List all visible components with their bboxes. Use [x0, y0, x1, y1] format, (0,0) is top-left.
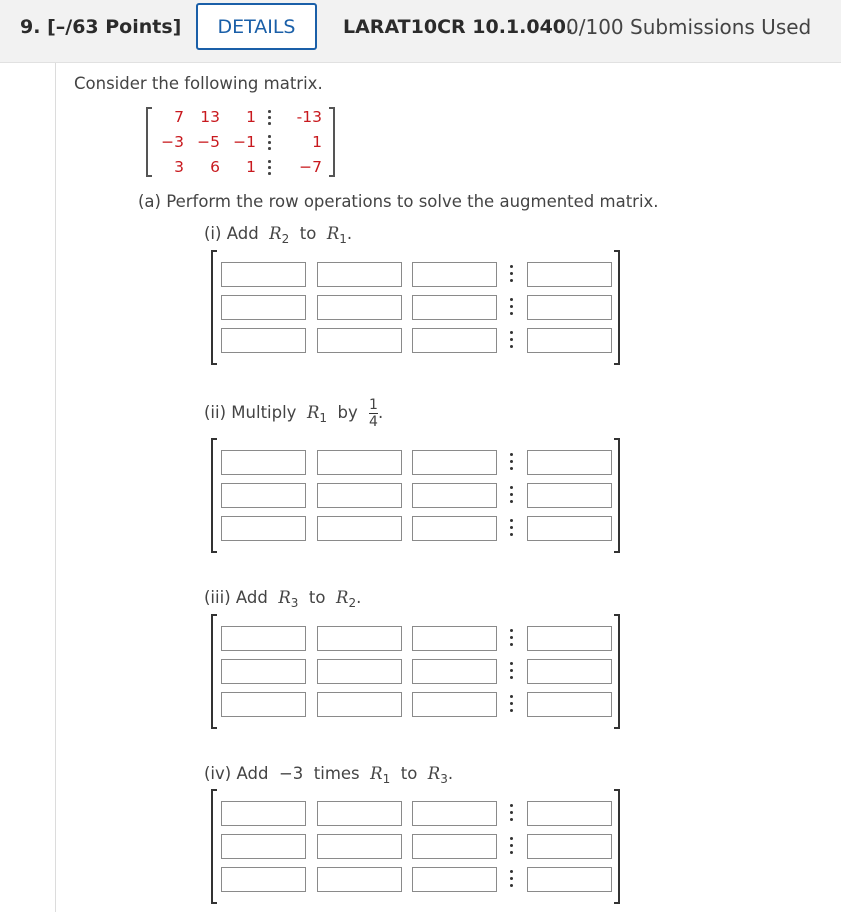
problem-code: LARAT10CR 10.1.040. — [343, 16, 574, 38]
step-ii-label: (ii) Multiply $R_1$ by $\frac{1}{4}$. — [204, 397, 384, 430]
matrix-cell: −3 — [161, 133, 184, 151]
matrix-cell: 1 — [246, 158, 256, 176]
matrix-entry-input[interactable] — [317, 328, 402, 353]
augment-separator — [510, 804, 513, 825]
matrix-cell: −7 — [299, 158, 322, 176]
matrix-entry-input[interactable] — [527, 483, 612, 508]
submissions-used: 0/100 Submissions Used — [566, 15, 812, 39]
matrix-cell: 6 — [210, 158, 220, 176]
augment-separator — [268, 110, 271, 128]
matrix-entry-input[interactable] — [412, 516, 497, 541]
answer-matrix-left-bracket — [211, 250, 217, 365]
matrix-entry-input[interactable] — [412, 450, 497, 475]
answer-matrix-right-bracket — [614, 438, 620, 553]
matrix-entry-input[interactable] — [412, 659, 497, 684]
matrix-entry-input[interactable] — [412, 295, 497, 320]
matrix-entry-input[interactable] — [317, 659, 402, 684]
matrix-entry-input[interactable] — [221, 483, 306, 508]
matrix-entry-input[interactable] — [221, 295, 306, 320]
step-iii-label: (iii) Add $R_3$ to $R_2$. — [204, 588, 362, 610]
matrix-entry-input[interactable] — [527, 834, 612, 859]
matrix-entry-input[interactable] — [221, 262, 306, 287]
answer-matrix-right-bracket — [614, 250, 620, 365]
matrix-entry-input[interactable] — [527, 295, 612, 320]
matrix-entry-input[interactable] — [221, 626, 306, 651]
matrix-entry-input[interactable] — [527, 626, 612, 651]
matrix-entry-input[interactable] — [527, 516, 612, 541]
matrix-cell: −5 — [197, 133, 220, 151]
matrix-entry-input[interactable] — [412, 262, 497, 287]
matrix-entry-input[interactable] — [317, 295, 402, 320]
content-border — [55, 63, 56, 912]
augment-separator — [510, 519, 513, 540]
augment-separator — [510, 662, 513, 683]
matrix-entry-input[interactable] — [221, 659, 306, 684]
question-header — [0, 0, 841, 63]
matrix-right-bracket — [329, 107, 335, 177]
matrix-entry-input[interactable] — [317, 262, 402, 287]
matrix-entry-input[interactable] — [317, 867, 402, 892]
matrix-entry-input[interactable] — [317, 483, 402, 508]
fraction: $\frac{1}{4}$ — [369, 397, 378, 430]
matrix-entry-input[interactable] — [412, 483, 497, 508]
augment-separator — [510, 837, 513, 858]
matrix-entry-input[interactable] — [412, 626, 497, 651]
matrix-entry-input[interactable] — [221, 801, 306, 826]
matrix-cell: 13 — [200, 108, 220, 126]
part-a-text: (a) Perform the row operations to solve the augmented matrix. — [138, 192, 659, 211]
matrix-entry-input[interactable] — [221, 692, 306, 717]
matrix-entry-input[interactable] — [317, 834, 402, 859]
matrix-entry-input[interactable] — [527, 801, 612, 826]
matrix-entry-input[interactable] — [317, 516, 402, 541]
matrix-left-bracket — [146, 107, 152, 177]
matrix-entry-input[interactable] — [317, 801, 402, 826]
augment-separator — [510, 331, 513, 352]
answer-matrix-left-bracket — [211, 614, 217, 729]
matrix-entry-input[interactable] — [527, 867, 612, 892]
matrix-cell: −1 — [233, 133, 256, 151]
answer-matrix-right-bracket — [614, 614, 620, 729]
answer-matrix-left-bracket — [211, 438, 217, 553]
matrix-cell: 1 — [312, 133, 322, 151]
details-button[interactable]: DETAILS — [196, 3, 317, 50]
augment-separator — [510, 453, 513, 474]
matrix-entry-input[interactable] — [527, 262, 612, 287]
matrix-entry-input[interactable] — [317, 450, 402, 475]
matrix-entry-input[interactable] — [527, 659, 612, 684]
matrix-entry-input[interactable] — [527, 692, 612, 717]
matrix-entry-input[interactable] — [527, 328, 612, 353]
augment-separator — [510, 265, 513, 286]
matrix-cell: -13 — [296, 108, 322, 126]
matrix-cell: 7 — [174, 108, 184, 126]
matrix-entry-input[interactable] — [317, 692, 402, 717]
matrix-entry-input[interactable] — [412, 801, 497, 826]
matrix-entry-input[interactable] — [317, 626, 402, 651]
matrix-entry-input[interactable] — [221, 328, 306, 353]
step-iv-label: (iv) Add −3 times $R_1$ to $R_3$. — [204, 764, 454, 786]
augment-separator — [510, 486, 513, 507]
matrix-entry-input[interactable] — [412, 692, 497, 717]
answer-matrix-left-bracket — [211, 789, 217, 904]
matrix-entry-input[interactable] — [221, 516, 306, 541]
question-number-points: 9. [–/63 Points] — [20, 16, 182, 38]
matrix-entry-input[interactable] — [412, 867, 497, 892]
augment-separator — [510, 629, 513, 650]
augment-separator — [510, 695, 513, 716]
matrix-entry-input[interactable] — [221, 450, 306, 475]
augment-separator — [268, 160, 271, 178]
matrix-entry-input[interactable] — [221, 867, 306, 892]
augment-separator — [510, 298, 513, 319]
matrix-entry-input[interactable] — [527, 450, 612, 475]
matrix-cell: 3 — [174, 158, 184, 176]
matrix-entry-input[interactable] — [221, 834, 306, 859]
matrix-cell: 1 — [246, 108, 256, 126]
step-i-label: (i) Add $R_2$ to $R_1$. — [204, 224, 353, 246]
augment-separator — [268, 135, 271, 153]
augment-separator — [510, 870, 513, 891]
answer-matrix-right-bracket — [614, 789, 620, 904]
matrix-entry-input[interactable] — [412, 834, 497, 859]
prompt-text: Consider the following matrix. — [74, 74, 323, 93]
matrix-entry-input[interactable] — [412, 328, 497, 353]
